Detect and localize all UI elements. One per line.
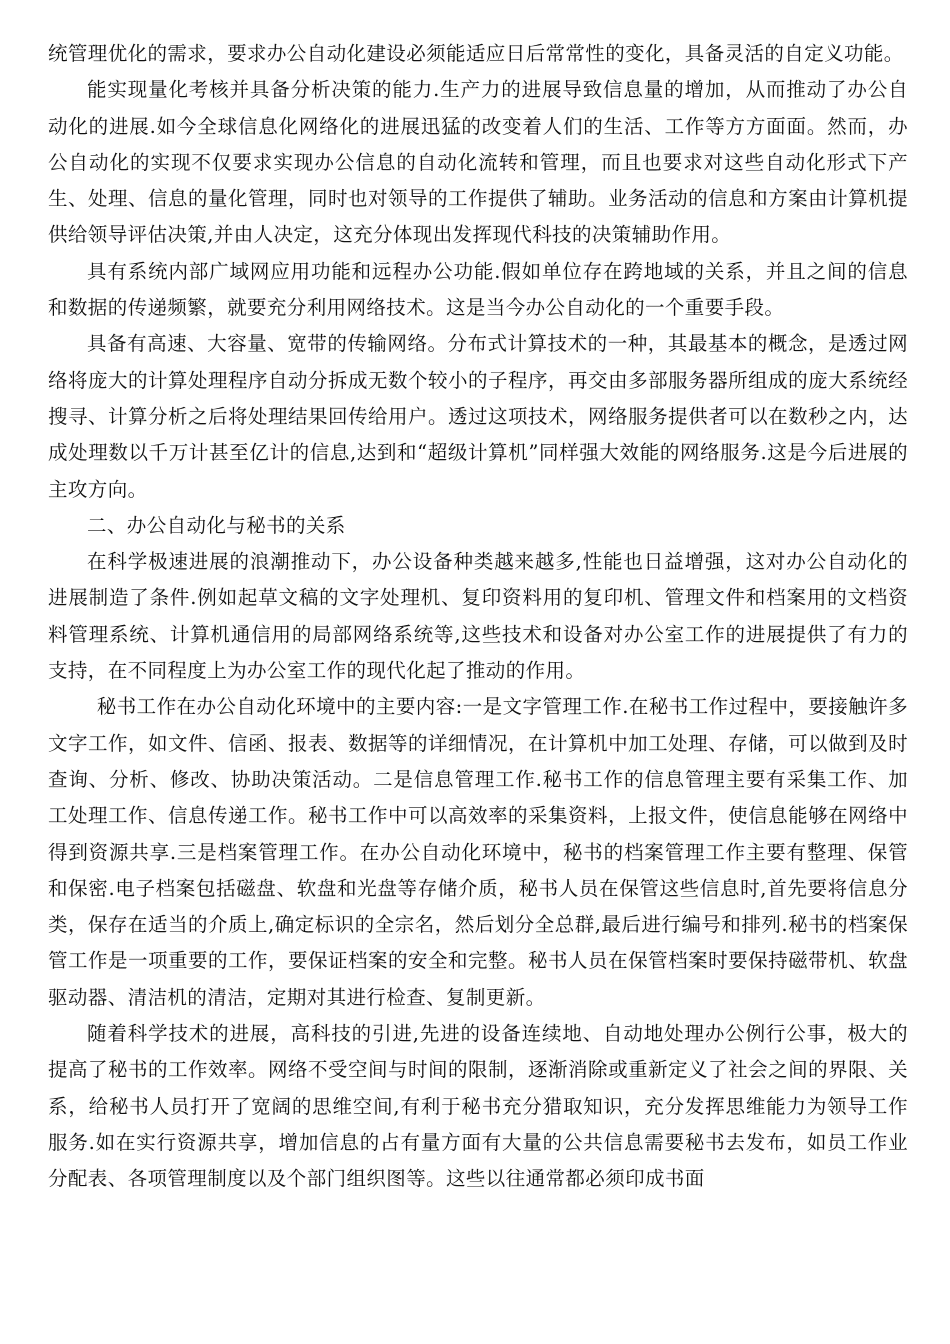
paragraph-office-equipment: 在科学极速进展的浪潮推动下，办公设备种类越来越多,性能也日益增强，这对办公自动化的进展制造了条件.例如起草文稿的文字处理机、复印资料用的复印机、管理文件和档案用的文档资料管理系统、计算机通信用的局部网络系统等,这些技术和设备对办公室工作的进展提供了有力的支持，在不同程度上为办公室工作的现代化起了推动的作用。 <box>48 550 908 683</box>
paragraph-technology-progress: 随着科学技术的进展，高科技的引进,先进的设备连续地、自动地处理办公例行公事，极大的提高了秘书的工作效率。网络不受空间与时间的限制，逐渐消除或重新定义了社会之间的界限、关系，给秘书人员打开了宽阔的思维空间,有利于秘书充分猎取知识，充分发挥思维能力为领导工作服务.如在实行资源共享，增加信息的占有量方面有大量的公共信息需要秘书去发布，如员工作业分配表、各项管理制度以及个部门组织图等。这些以往通常都必须印成书面 <box>48 1022 908 1191</box>
section-heading: 二、办公自动化与秘书的关系 <box>87 513 346 537</box>
paragraph-secretary-work-content: 秘书工作在办公自动化环境中的主要内容:一是文字管理工作.在秘书工作过程中，要接触许多文字工作，如文件、信函、报表、数据等的详细情况，在计算机中加工处理、存储，可以做到及时查询、分析、修改、协助决策活动。二是信息管理工作.秘书工作的信息管理主要有采集工作、加工处理工作、信息传递工作。秘书工作中可以高效率的采集资料，上报文件，使信息能够在网络中得到资源共享.三是档案管理工作。在办公自动化环境中，秘书的档案管理工作主要有整理、保管和保密.电子档案包括磁盘、软盘和光盘等存储介质，秘书人员在保管这些信息时,首先要将信息分类，保存在适当的介质上,确定标识的全宗名，然后划分全总群,最后进行编号和排列.秘书的档案保管工作是一项重要的工作，要保证档案的安全和完整。秘书人员在保管档案时要保持磁带机、软盘驱动器、清洁机的清洁，定期对其进行检查、复制更新。 <box>48 695 908 1009</box>
document-body <box>48 36 908 1198</box>
paragraph-broadband-network: 具备有高速、大容量、宽带的传输网络。分布式计算技术的一种，其最基本的概念，是透过网络将庞大的计算处理程序自动分拆成无数个较小的子程序，再交由多部服务器所组成的庞大系统经搜寻、计算分析之后将处理结果回传给用户。透过这项技术，网络服务提供者可以在数秒之内，达成处理数以千万计甚至亿计的信息,达到和“超级计算机”同样强大效能的网络服务.这是今后进展的主攻方向。 <box>48 332 908 501</box>
paragraph-continuation: 统管理优化的需求，要求办公自动化建设必须能适应日后常常性的变化，具备灵活的自定义功能。 <box>48 42 904 65</box>
paragraph-wan-remote-office: 具有系统内部广域网应用功能和远程办公功能.假如单位存在跨地域的关系，并且之间的信息和数据的传递频繁，就要充分利用网络技术。这是当今办公自动化的一个重要手段。 <box>48 259 908 320</box>
paragraph-quantified-assessment: 能实现量化考核并具备分析决策的能力.生产力的进展导致信息量的增加，从而推动了办公自动化的进展.如今全球信息化网络化的进展迅猛的改变着人们的生活、工作等方方面面。然而，办公自动化的实现不仅要求实现办公信息的自动化流转和管理，而且也要求对这些自动化形式下产生、处理、信息的量化管理，同时也对领导的工作提供了辅助。业务活动的信息和方案由计算机提供给领导评估决策,并由人决定，这充分体现出发挥现代科技的决策辅助作用。 <box>48 78 908 247</box>
